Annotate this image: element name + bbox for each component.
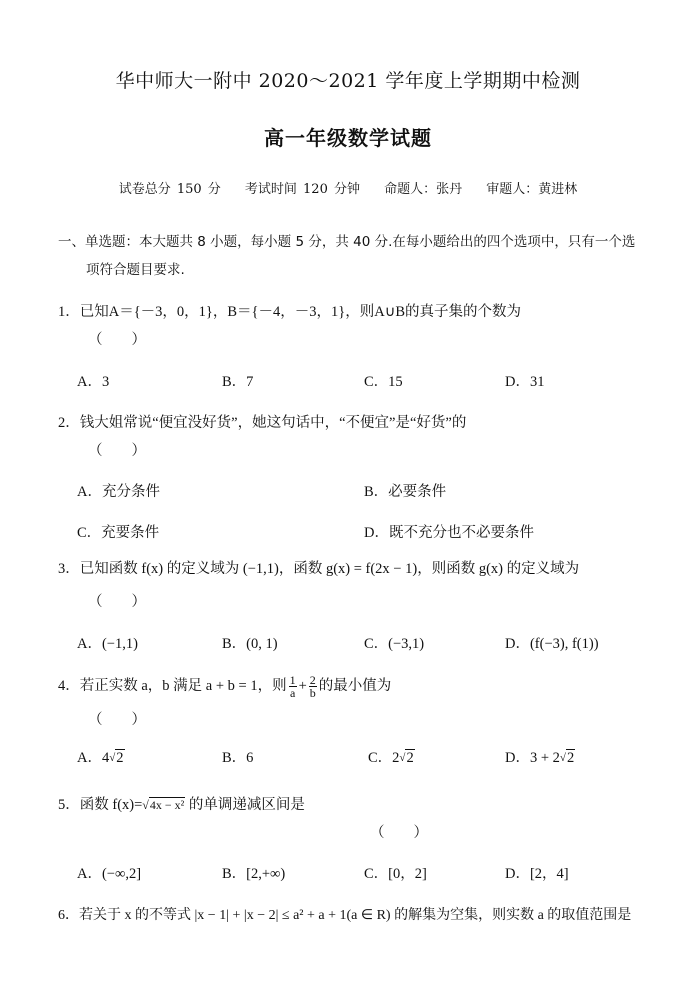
question-6-text: 6．若关于 x 的不等式 |x − 1| + |x − 2| ≤ a² + a + 1(a ∈ R) 的解集为空集，则实数 a 的取值范围是 <box>58 908 632 923</box>
question-2-text: 2．钱大姐常说“便宜没好货”，她这句话中，“不便宜”是“好货”的 <box>58 415 467 431</box>
frac1-numerator: 1 <box>289 673 296 688</box>
answer-blank-3: （ ） <box>88 594 146 610</box>
exam-title: 华中师大一附中 2020～2021 学年度上学期期中检测 <box>115 70 581 92</box>
sqrt-icon: √ <box>559 752 566 764</box>
q5-text-before: 5．函数 f(x)= <box>58 797 143 813</box>
frac1-denominator: a <box>289 686 296 701</box>
exam-subtitle: 高一年级数学试题 <box>264 126 432 150</box>
answer-blank-1: （ ） <box>88 332 146 348</box>
q5-text-after: 的单调递减区间是 <box>185 797 305 813</box>
q5-radicand: 4x − x² <box>149 798 185 812</box>
question-5-text <box>58 793 305 814</box>
q1-option-b: B．7 <box>222 374 254 390</box>
q4-text-before: 4．若正实数 a，b 满足 a + b = 1，则 <box>58 678 287 694</box>
q2-option-c: C．充要条件 <box>77 525 160 541</box>
q1-option-d: D．31 <box>505 374 545 390</box>
q3-option-b: B．(0, 1) <box>222 636 278 652</box>
plus-sign: + <box>298 678 307 694</box>
q3-option-d: D．(f(−3), f(1)) <box>505 636 599 652</box>
section-heading-cont: 项符合题目要求. <box>86 262 185 278</box>
sqrt-icon: √ <box>399 752 406 764</box>
total-score: 试卷总分 150 分 <box>118 182 221 197</box>
section-heading: 一、单选题：本大题共 8 小题，每小题 5 分，共 40 分.在每小题给出的四个选项中，只有一个选 <box>58 234 636 250</box>
q4-c-prefix: C．2 <box>368 750 400 766</box>
q4-a-prefix: A．4 <box>77 750 110 766</box>
q5-option-d: D．[2，4] <box>505 866 569 882</box>
answer-blank-2: （ ） <box>88 443 146 459</box>
frac2-numerator: 2 <box>309 673 316 688</box>
answer-blank-5: （ ） <box>370 825 428 841</box>
fraction-1-over-a <box>289 674 297 699</box>
exam-time: 考试时间 120 分钟 <box>244 182 360 197</box>
q3-option-a: A．(−1,1) <box>77 636 138 652</box>
q1-option-c: C．15 <box>364 374 403 390</box>
q5-option-a: A．(−∞,2] <box>77 866 142 882</box>
q3-option-c: C．(−3,1) <box>364 636 425 652</box>
reviewer: 审题人：黄进林 <box>486 182 578 197</box>
q2-option-b: B．必要条件 <box>364 484 447 500</box>
exam-info <box>0 178 696 197</box>
q2-option-d: D．既不充分也不必要条件 <box>364 525 534 541</box>
sqrt-icon: √ <box>142 798 149 812</box>
q1-option-a: A．3 <box>77 374 110 390</box>
q4-a-radicand: 2 <box>116 750 124 766</box>
question-1-text: 1．已知A＝{－3，0，1}，B＝{－4，－3，1}，则A∪B的真子集的个数为 <box>58 304 521 320</box>
q4-option-c <box>368 746 415 767</box>
q4-option-d <box>505 746 575 767</box>
q4-option-a <box>77 746 125 767</box>
question-3-text: 3．已知函数 f(x) 的定义域为 (−1,1)，函数 g(x) = f(2x − 1)，则函数 g(x) 的定义域为 <box>58 561 580 577</box>
q2-option-a: A．充分条件 <box>77 484 160 500</box>
q5-option-c: C．[0，2] <box>364 866 427 882</box>
frac2-denominator: b <box>309 686 316 701</box>
sqrt-icon: √ <box>109 752 116 764</box>
q4-option-b: B．6 <box>222 750 254 766</box>
fraction-2-over-b <box>309 674 317 699</box>
q4-d-radicand: 2 <box>566 750 575 766</box>
q5-option-b: B．[2,+∞) <box>222 866 286 882</box>
answer-blank-4: （ ） <box>88 712 146 728</box>
q4-d-prefix: D．3 + 2 <box>505 750 560 766</box>
q4-text-after: 的最小值为 <box>318 678 392 694</box>
question-4-text <box>58 674 391 699</box>
q4-c-radicand: 2 <box>406 750 414 766</box>
author: 命题人：张丹 <box>384 182 463 197</box>
